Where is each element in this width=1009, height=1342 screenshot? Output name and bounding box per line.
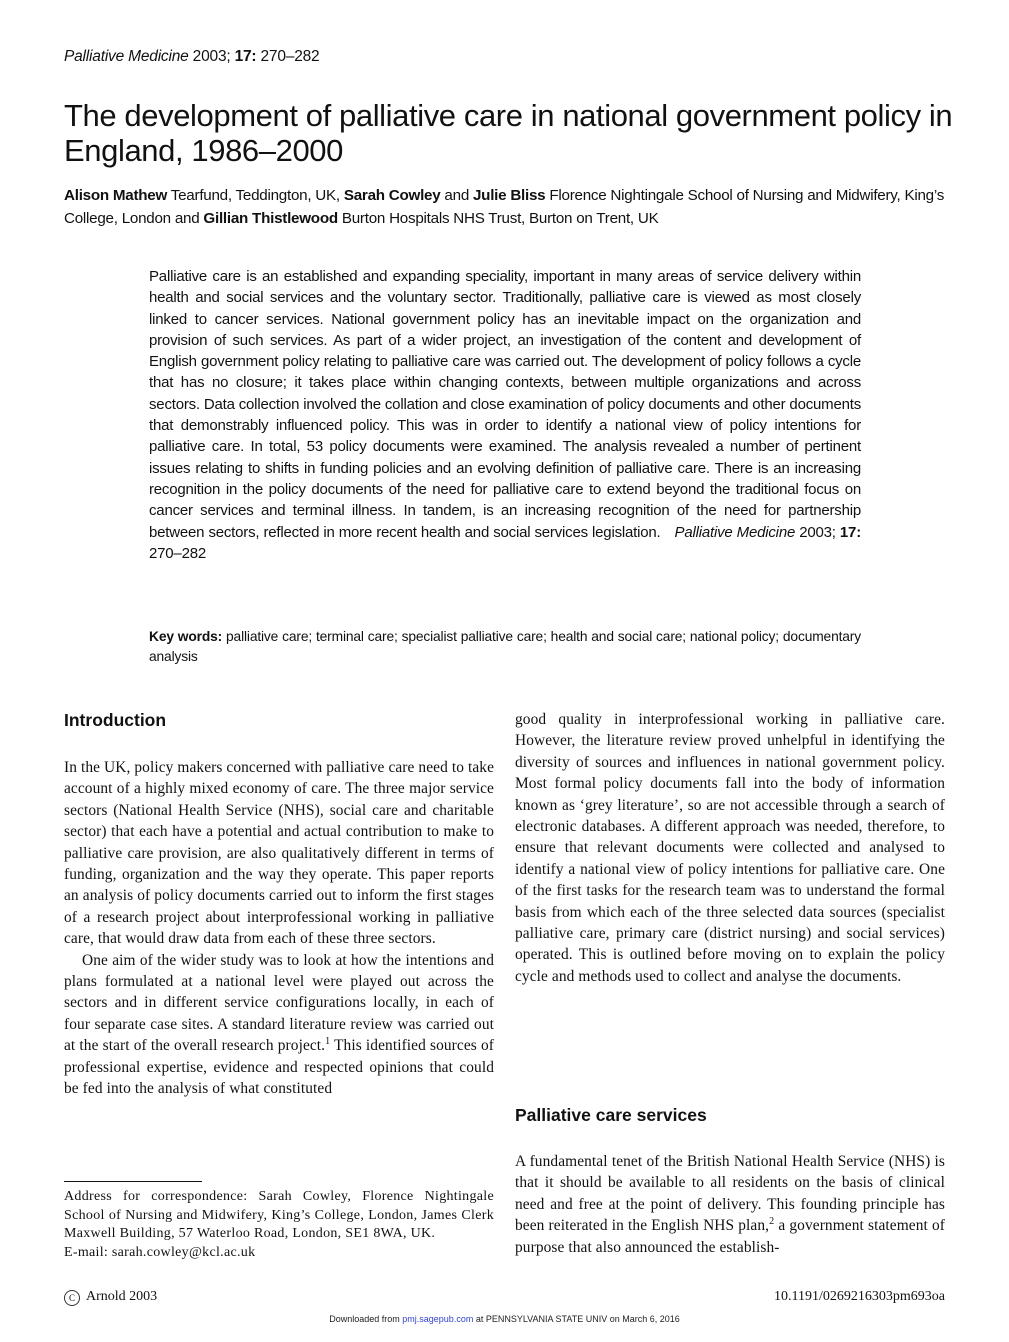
citation-year: 2003;: [795, 523, 840, 541]
author-affiliation: and: [440, 187, 473, 204]
doi: 10.1191/0269216303pm693oa: [774, 1289, 945, 1304]
keywords: [149, 627, 861, 667]
reference-marker: 1: [325, 1036, 331, 1048]
journal-citation-header: [64, 48, 319, 66]
paragraph: [64, 950, 494, 1100]
copyright-notice: [64, 1289, 157, 1306]
keywords-text: palliative care; terminal care; specialist palliative care; health and social care; national policy; documentary analysis: [149, 629, 862, 664]
author-list: [64, 185, 949, 230]
journal-volume: 17:: [234, 48, 257, 65]
keywords-label: Key words:: [149, 629, 223, 644]
download-suffix: at PENNSYLVANIA STATE UNIV on March 6, 2016: [473, 1314, 680, 1324]
abstract: [149, 266, 861, 564]
journal-year: 2003;: [188, 48, 235, 65]
paragraph-text: a government statement of purpose that also announced the establish-: [515, 1217, 945, 1256]
correspondence-email[interactable]: sarah.cowley@kcl.ac.uk: [111, 1244, 256, 1260]
author-affiliation: Florence Nightingale School of Nursing and Midwifery, King’s College, London and: [64, 187, 945, 227]
paragraph: [515, 1151, 945, 1258]
paragraph-text: A fundamental tenet of the British National Health Service (NHS) is that it should be available to all residents on the basis of clinical need and free at the point of delivery. This founding principle has been reiterated in the English NHS plan,: [515, 1153, 945, 1235]
author-affiliation: Burton Hospitals NHS Trust, Burton on Trent, UK: [337, 209, 659, 227]
paragraph: In the UK, policy makers concerned with palliative care need to take account of a highly mixed economy of care. The three major service sectors (National Health Service (NHS), social care and charitable sector) that each have a potential and actual contribution to make to palliative care provision, are also qualitatively different in terms of funding, organization and the way they operate. This paper reports an analysis of policy documents carried out to inform the first stages of a research project about interprofessional working in palliative care, that would draw data from each of these three sectors.: [64, 759, 494, 948]
correspondence-address: Address for correspondence: Sarah Cowley, Florence Nightingale School of Nursing and Midwifery, King’s College, London, James Clerk Maxwell Building, 57 Waterloo Road, London, SE1 8WA, UK.: [64, 1189, 494, 1241]
palliative-care-services-body: [515, 1151, 945, 1258]
footnote-divider: [64, 1181, 202, 1182]
journal-pages: 270–282: [256, 48, 320, 65]
paragraph-text: This identified sources of professional expertise, evidence and respected opinions that could be fed into the analysis of what constituted: [64, 1037, 494, 1098]
author-name: Gillian Thistlewood: [203, 209, 338, 227]
download-prefix: Downloaded from: [329, 1314, 403, 1324]
introduction-continuation: [515, 709, 945, 987]
reference-marker: 2: [769, 1216, 775, 1228]
citation-pages: 270–282: [149, 544, 206, 562]
email-label: E-mail:: [64, 1244, 112, 1260]
paper-title: The development of palliative care in national government policy in England, 1986–2000: [64, 98, 953, 168]
author-name: Sarah Cowley: [343, 187, 441, 204]
section-heading-palliative-care-services: Palliative care services: [515, 1105, 707, 1125]
paragraph: good quality in interprofessional working in palliative care. However, the literature review proved unhelpful in identifying the diversity of sources and influences in national government policy. Most formal policy documents fall into the body of information known as ‘grey literature’, so are not accessible through a search of electronic databases. A different approach was needed, therefore, to ensure that relevant documents were collected and analysed to identify a national view of policy intentions for palliative care. One of the first tasks for the research team was to understand the formal basis from which each of the three selected data sources (specialist palliative care, primary care (district nursing) and social services) operated. This is outlined before moving on to explain the policy cycle and methods used to collect and analyse the documents.: [515, 711, 945, 985]
introduction-body: [64, 757, 494, 1100]
citation-journal: Palliative Medicine: [674, 523, 796, 541]
abstract-text: Palliative care is an established and expanding speciality, important in many areas of service delivery within health and social services and the voluntary sector. Traditionally, palliative care is viewed as most closely linked to cancer services. National government policy has an inevitable impact on the organization and provision of such services. As part of a wider project, an investigation of the content and development of English government policy relating to palliative care was carried out. The development of policy follows a cycle that has no closure; it takes place within changing contexts, between multiple organizations and across sectors. Data collection involved the collation and close examination of policy documents and other documents that demonstrably influenced policy. This was in order to identify a national view of policy intentions for palliative care. In total, 53 policy documents were examined. The analysis revealed a number of pertinent issues relating to shifts in funding policies and an evolving definition of palliative care. There is an increasing recognition in the policy documents of the need for palliative care to extend beyond the traditional focus on cancer services and terminal illness. In tandem, is an increasing recognition of the need for partnership between sectors, reflected in more recent health and social services legislation.: [149, 268, 861, 541]
author-affiliation: Tearfund, Teddington, UK,: [167, 187, 344, 204]
journal-name: Palliative Medicine: [64, 48, 189, 65]
correspondence-footnote: [64, 1188, 494, 1262]
section-heading-introduction: Introduction: [64, 710, 167, 730]
copyright-icon: C: [64, 1290, 80, 1306]
paragraph-text: One aim of the wider study was to look at how the intentions and plans formulated at a national level were played out across the sectors and in different service configurations locally, in each of four separate case sites. A standard literature review was carried out at the start of the overall research project.: [64, 951, 494, 1055]
download-notice: [0, 1314, 1009, 1324]
author-name: Alison Mathew: [64, 187, 168, 204]
citation-volume: 17:: [839, 523, 861, 541]
author-name: Julie Bliss: [472, 187, 546, 204]
source-link[interactable]: pmj.sagepub.com: [402, 1314, 474, 1324]
copyright-text: Arnold 2003: [86, 1289, 158, 1304]
